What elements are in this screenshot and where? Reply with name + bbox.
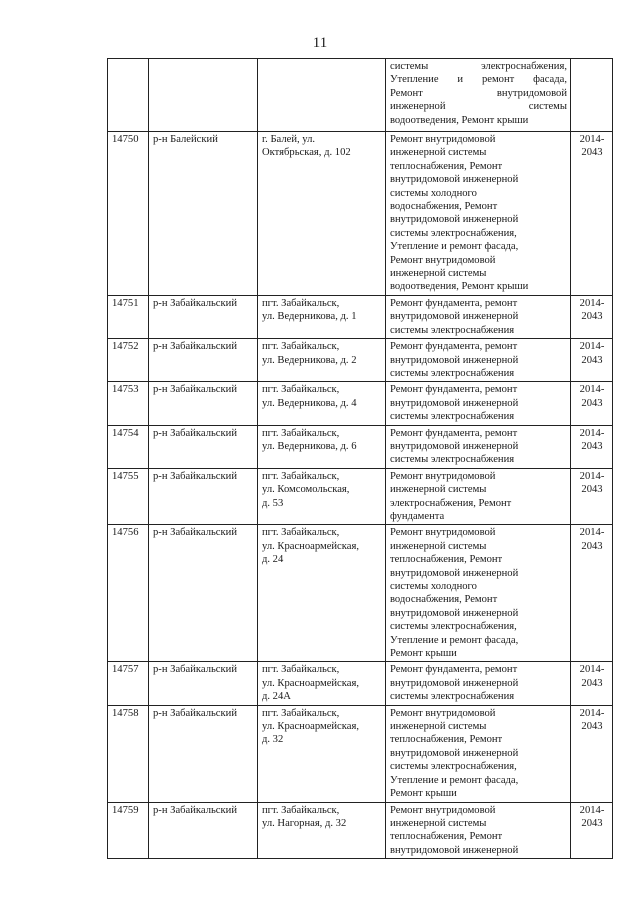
row-work-types-line: системы электроснабжения, <box>390 61 567 72</box>
row-address-line: Октябрьская, д. 102 <box>262 147 351 159</box>
row-work-types <box>386 382 571 425</box>
row-district: р-н Забайкальский <box>149 425 258 468</box>
row-period <box>571 662 613 705</box>
row-id: 14756 <box>108 525 149 662</box>
row-id: 14757 <box>108 662 149 705</box>
row-address-line: ул. Красноармейская, <box>262 721 359 733</box>
row-district: р-н Забайкальский <box>149 802 258 859</box>
row-address-line: ул. Нагорная, д. 32 <box>262 817 347 829</box>
row-period-line: 2043 <box>581 354 603 366</box>
row-work-types-line: внутридомовой инженерной <box>390 747 519 759</box>
row-work-types-line: теплоснабжения, Ремонт <box>390 831 503 843</box>
row-period <box>571 802 613 859</box>
row-work-types <box>386 468 571 525</box>
row-work-types-line: Ремонт внутридомовой <box>390 254 496 266</box>
row-address-line: д. 24А <box>262 691 291 703</box>
row-id: 14758 <box>108 705 149 802</box>
row-work-types-line: внутридомовой инженерной <box>390 567 519 579</box>
row-address-line: пгт. Забайкальск, <box>262 384 340 396</box>
row-work-types-line: внутридомовой инженерной <box>390 354 519 366</box>
row-work-types-line: системы электроснабжения <box>390 324 515 336</box>
row-work-types-line: системы электроснабжения, <box>390 761 517 773</box>
row-period-line: 2043 <box>581 721 603 733</box>
row-period-line: 2043 <box>581 440 603 452</box>
row-work-types-line: фундамента <box>390 510 445 522</box>
row-period-line: 2014- <box>579 427 605 439</box>
row-work-types-line: инженерной системы <box>390 721 487 733</box>
row-period-line: 2043 <box>581 484 603 496</box>
row-address-line: пгт. Забайкальск, <box>262 804 340 816</box>
row-district: р-н Забайкальский <box>149 705 258 802</box>
row-period <box>571 425 613 468</box>
row-work-types-line: Ремонт фундамента, ремонт <box>390 427 518 439</box>
row-work-types-line: Ремонт фундамента, ремонт <box>390 384 518 396</box>
row-period-line: 2043 <box>581 397 603 409</box>
row-work-types-line: системы электроснабжения <box>390 691 515 703</box>
row-period <box>571 468 613 525</box>
table-row <box>108 802 613 859</box>
row-id: 14755 <box>108 468 149 525</box>
table-row <box>108 525 613 662</box>
row-work-types-line: системы холодного <box>390 187 477 199</box>
row-district: р-н Балейский <box>149 132 258 296</box>
row-work-types-line: системы электроснабжения <box>390 454 515 466</box>
row-address-line: пгт. Забайкальск, <box>262 297 340 309</box>
row-work-types-line: Ремонт крыши <box>390 788 457 800</box>
row-work-types-line: Ремонт внутридомовой <box>390 527 496 539</box>
table-row <box>108 382 613 425</box>
row-work-types-line: инженерной системы <box>390 540 487 552</box>
row-work-types-line: водоотведения, Ремонт крыши <box>390 281 529 293</box>
row-district: р-н Забайкальский <box>149 339 258 382</box>
row-work-types-line: теплоснабжения, Ремонт <box>390 160 503 172</box>
row-id <box>108 59 149 132</box>
row-period-line: 2043 <box>581 677 603 689</box>
row-address <box>258 339 386 382</box>
row-district: р-н Забайкальский <box>149 525 258 662</box>
row-period <box>571 339 613 382</box>
table-row <box>108 705 613 802</box>
row-work-types-line: внутридомовой инженерной <box>390 397 519 409</box>
row-period-line: 2014- <box>579 707 605 719</box>
row-id: 14759 <box>108 802 149 859</box>
row-period-line: 2043 <box>581 311 603 323</box>
row-work-types-line: инженерной системы <box>390 268 487 280</box>
row-period <box>571 525 613 662</box>
row-address-line: ул. Ведерникова, д. 6 <box>262 440 357 452</box>
row-work-types-line: теплоснабжения, Ремонт <box>390 554 503 566</box>
row-address <box>258 132 386 296</box>
row-work-types <box>386 132 571 296</box>
row-district: р-н Забайкальский <box>149 468 258 525</box>
row-work-types-line: Ремонт внутридомовой <box>390 804 496 816</box>
row-period-line: 2043 <box>581 147 603 159</box>
row-work-types <box>386 425 571 468</box>
row-period <box>571 295 613 338</box>
row-work-types-line: Утепление и ремонт фасада, <box>390 774 519 786</box>
row-work-types-line: внутридомовой инженерной <box>390 440 519 452</box>
row-address <box>258 662 386 705</box>
table-row <box>108 295 613 338</box>
row-work-types-line: Ремонт фундамента, ремонт <box>390 664 518 676</box>
row-work-types-line: внутридомовой инженерной <box>390 677 519 689</box>
row-period <box>571 59 613 132</box>
row-address-line: пгт. Забайкальск, <box>262 470 340 482</box>
row-address-line: ул. Ведерникова, д. 1 <box>262 311 357 323</box>
row-address-line: ул. Комсомольская, <box>262 484 350 496</box>
row-work-types-line: электроснабжения, Ремонт <box>390 497 512 509</box>
row-work-types-line: системы электроснабжения <box>390 411 515 423</box>
row-period <box>571 705 613 802</box>
table-row <box>108 425 613 468</box>
row-work-types-line: внутридомовой инженерной <box>390 607 519 619</box>
row-work-types-line: системы электроснабжения, <box>390 621 517 633</box>
row-address <box>258 468 386 525</box>
row-work-types-line: Ремонт фундамента, ремонт <box>390 297 518 309</box>
row-address <box>258 802 386 859</box>
row-address <box>258 382 386 425</box>
row-address <box>258 295 386 338</box>
row-period-line: 2014- <box>579 804 605 816</box>
row-district: р-н Забайкальский <box>149 382 258 425</box>
row-work-types-line: системы холодного <box>390 581 477 592</box>
table-row <box>108 468 613 525</box>
row-work-types-line: системы электроснабжения, <box>390 227 517 239</box>
row-id: 14751 <box>108 295 149 338</box>
row-period-line: 2043 <box>581 540 603 552</box>
row-period-line: 2014- <box>579 341 605 353</box>
table-row-continuation <box>108 59 613 132</box>
row-period-line: 2014- <box>579 297 605 309</box>
row-period <box>571 132 613 296</box>
row-work-types-line: Ремонт внутридомовой <box>390 134 496 145</box>
row-work-types-line: Ремонт фундамента, ремонт <box>390 341 518 353</box>
row-work-types <box>386 339 571 382</box>
row-district: р-н Забайкальский <box>149 295 258 338</box>
row-work-types-line: Ремонт крыши <box>390 648 457 660</box>
row-address-line: ул. Ведерникова, д. 4 <box>262 397 357 409</box>
row-period-line: 2014- <box>579 527 605 539</box>
row-work-types-line: инженерной системы <box>390 484 487 496</box>
row-work-types-line: инженерной системы <box>390 817 487 829</box>
row-work-types-line: теплоснабжения, Ремонт <box>390 734 503 746</box>
row-address-line: пгт. Забайкальск, <box>262 341 340 353</box>
table-row <box>108 339 613 382</box>
row-district: р-н Забайкальский <box>149 662 258 705</box>
row-period-line: 2043 <box>581 817 603 829</box>
row-work-types-line: системы электроснабжения <box>390 367 515 379</box>
row-work-types-line: внутридомовой инженерной <box>390 214 519 226</box>
row-work-types <box>386 705 571 802</box>
row-work-types-line: водоотведения, Ремонт крыши <box>390 114 529 126</box>
row-address <box>258 705 386 802</box>
table-body <box>108 59 613 859</box>
row-address-line: пгт. Забайкальск, <box>262 707 340 719</box>
row-period-line: 2014- <box>579 134 605 145</box>
housing-repair-table <box>107 58 613 859</box>
row-work-types <box>386 525 571 662</box>
row-work-types-line: водоснабжения, Ремонт <box>390 594 498 606</box>
row-work-types-line: Ремонт внутридомовой <box>390 470 496 482</box>
row-address-line: пгт. Забайкальск, <box>262 427 340 439</box>
row-address <box>258 525 386 662</box>
row-work-types-line: Утепление и ремонт фасада, <box>390 241 519 253</box>
row-work-types-line: внутридомовой инженерной <box>390 174 519 186</box>
row-period-line: 2014- <box>579 384 605 396</box>
row-address <box>258 425 386 468</box>
row-id: 14750 <box>108 132 149 296</box>
row-work-types-line: инженерной системы <box>390 147 487 159</box>
row-work-types <box>386 295 571 338</box>
row-work-types <box>386 662 571 705</box>
row-address-line: д. 32 <box>262 734 284 746</box>
row-work-types <box>386 802 571 859</box>
row-address-line: пгт. Забайкальск, <box>262 664 340 676</box>
row-address-line: ул. Ведерникова, д. 2 <box>262 354 357 366</box>
row-work-types-line: инженерной системы <box>390 101 567 113</box>
row-work-types-line: Ремонт внутридомовой <box>390 87 567 99</box>
row-id: 14754 <box>108 425 149 468</box>
row-address-line: д. 24 <box>262 554 284 566</box>
row-address-line: ул. Красноармейская, <box>262 677 359 689</box>
row-address-line: г. Балей, ул. <box>262 134 316 145</box>
row-work-types <box>386 59 571 132</box>
table-row <box>108 662 613 705</box>
row-address-line: д. 53 <box>262 497 284 509</box>
row-work-types-line: Утепление и ремонт фасада, <box>390 74 567 86</box>
row-work-types-line: внутридомовой инженерной <box>390 311 519 323</box>
row-work-types-line: водоснабжения, Ремонт <box>390 201 498 213</box>
row-work-types-line: Утепление и ремонт фасада, <box>390 634 519 646</box>
row-id: 14752 <box>108 339 149 382</box>
row-period <box>571 382 613 425</box>
page-number: 11 <box>312 35 328 51</box>
table-row <box>108 132 613 296</box>
row-period-line: 2014- <box>579 664 605 676</box>
row-district <box>149 59 258 132</box>
row-work-types-line: внутридомовой инженерной <box>390 844 519 856</box>
row-address <box>258 59 386 132</box>
row-address-line: пгт. Забайкальск, <box>262 527 340 539</box>
row-period-line: 2014- <box>579 470 605 482</box>
row-id: 14753 <box>108 382 149 425</box>
row-address-line: ул. Красноармейская, <box>262 540 359 552</box>
row-work-types-line: Ремонт внутридомовой <box>390 707 496 719</box>
